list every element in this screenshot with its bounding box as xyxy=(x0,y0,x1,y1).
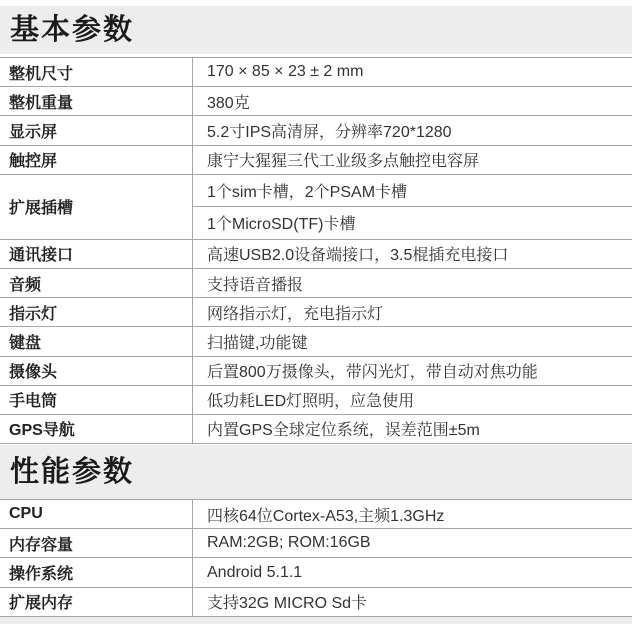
spec-value: 支持语音播报 xyxy=(207,276,304,294)
spec-value: 扫描键,功能键 xyxy=(207,334,308,352)
table-row xyxy=(0,298,632,327)
table-row xyxy=(0,357,632,386)
spec-value: 380克 xyxy=(207,94,250,112)
spec-table-performance xyxy=(0,499,632,617)
spec-label: 整机尺寸 xyxy=(0,58,193,86)
table-row-expansion-slots xyxy=(0,175,632,240)
spec-label: 手电筒 xyxy=(0,386,193,414)
spec-label: 内存容量 xyxy=(0,529,193,557)
spec-label: 扩展插槽 xyxy=(0,175,193,239)
section-heading-basic: 基本参数 xyxy=(10,13,135,46)
table-row xyxy=(0,116,632,145)
spec-label: 摄像头 xyxy=(0,357,193,385)
spec-value: 1个sim卡槽，2个PSAM卡槽 xyxy=(193,175,632,207)
table-row xyxy=(0,87,632,116)
spec-value: 170 × 85 × 23 ± 2 mm xyxy=(207,63,364,81)
table-row xyxy=(0,327,632,356)
spec-value: RAM:2GB; ROM:16GB xyxy=(207,534,371,552)
next-section-band-partial xyxy=(0,617,632,624)
spec-label: 整机重量 xyxy=(0,87,193,115)
spec-value: 低功耗LED灯照明，应急使用 xyxy=(207,393,415,411)
spec-label: 通讯接口 xyxy=(0,240,193,268)
spec-label: 扩展内存 xyxy=(0,588,193,616)
table-row xyxy=(0,269,632,298)
spec-label: 触控屏 xyxy=(0,146,193,174)
table-row xyxy=(0,415,632,444)
spec-label: GPS导航 xyxy=(0,415,193,443)
spec-value: 5.2寸IPS高清屏，分辨率720*1280 xyxy=(207,123,452,141)
spec-label: 键盘 xyxy=(0,327,193,355)
spec-value: 支持32G MICRO Sd卡 xyxy=(207,595,368,613)
spec-value: 1个MicroSD(TF)卡槽 xyxy=(207,216,356,234)
table-row xyxy=(0,529,632,558)
table-row xyxy=(0,240,632,269)
spec-label: 操作系统 xyxy=(0,558,193,586)
spec-value: 内置GPS全球定位系统，误差范围±5m xyxy=(207,422,480,440)
spec-value: 康宁大猩猩三代工业级多点触控电容屏 xyxy=(207,153,480,171)
section-heading-performance: 性能参数 xyxy=(10,455,135,488)
spec-value: Android 5.1.1 xyxy=(207,563,303,581)
spec-label: 指示灯 xyxy=(0,298,193,326)
table-row xyxy=(0,146,632,175)
spec-label: CPU xyxy=(0,500,193,528)
spec-value-stack xyxy=(193,175,632,239)
section-band-basic xyxy=(0,6,632,54)
table-row xyxy=(0,558,632,587)
table-row xyxy=(0,58,632,87)
spec-table-basic xyxy=(0,57,632,444)
table-row xyxy=(0,500,632,529)
spec-value: 网络指示灯，充电指示灯 xyxy=(207,305,384,323)
table-row xyxy=(0,386,632,415)
spec-value: 四核64位Cortex-A53,主频1.3GHz xyxy=(207,507,445,525)
spec-value: 后置800万摄像头，带闪光灯，带自动对焦功能 xyxy=(207,364,538,382)
table-row xyxy=(0,588,632,617)
section-band-performance xyxy=(0,445,632,499)
spec-label: 音频 xyxy=(0,269,193,297)
spec-label: 显示屏 xyxy=(0,116,193,144)
spec-value: 高速USB2.0设备端接口，3.5棍插充电接口 xyxy=(207,247,509,265)
